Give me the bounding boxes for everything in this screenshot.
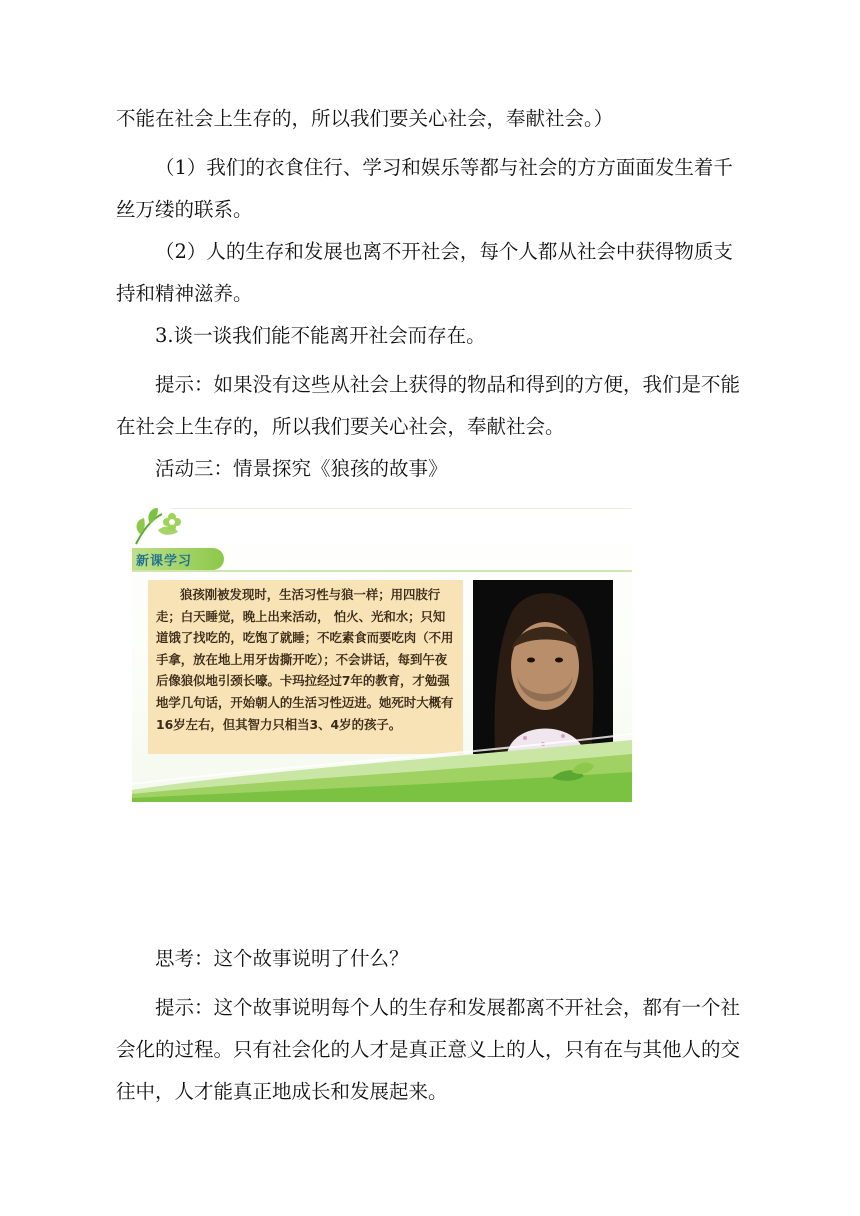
activity-three-heading: 活动三：情景探究《狼孩的故事》	[155, 457, 448, 480]
thinking-question: 思考：这个故事说明了什么？	[155, 947, 409, 970]
section-banner	[132, 548, 224, 570]
final-hint-paragraph: 提示：这个故事说明每个人的生存和发展都离不开社会，都有一个社会化的过程。只有社会化的人才是真正意义上的人，只有在与其他人的交往中，人才能真正地成长和发展起来。	[116, 996, 741, 1103]
slide-image	[132, 504, 632, 802]
flower-icon	[162, 512, 182, 532]
paragraph-continued: 不能在社会上生存的，所以我们要关心社会，奉献社会。）	[116, 107, 614, 130]
question-3: 3.谈一谈我们能不能离开社会而存在。	[155, 324, 486, 347]
slide-top-rule	[172, 508, 632, 509]
story-text: 狼孩刚被发现时，生活习性与狼一样；用四肢行走；白天睡觉，晚上出来活动， 怕火、光和水；只知道饿了找吃的，吃饱了就睡；不吃素食而要吃肉（不用手拿，放在地上用牙齿撕开吃）；不会讲话，每到午夜后像狼似地引颈长嚎。卡玛拉经过7年的教育，才勉强地学几句话，开始朝人的生活习性迈进。她死时大概有16岁左右，但其智力只相当3、4岁的孩子。	[156, 587, 454, 732]
decorative-wave	[132, 732, 632, 802]
story-text-box	[148, 580, 463, 754]
paragraph-point-1: （1）我们的衣食住行、学习和娱乐等都与社会的方方面面发生着千丝万缕的联系。	[116, 156, 733, 221]
paragraph-point-2: （2）人的生存和发展也离不开社会，每个人都从社会中获得物质支持和精神滋养。	[116, 240, 733, 305]
wolf-child-photo	[473, 580, 613, 754]
hint-paragraph: 提示：如果没有这些从社会上获得的物品和得到的方便，我们是不能在社会上生存的，所以我们要关心社会，奉献社会。	[116, 373, 741, 438]
banner-label: 新课学习	[136, 554, 193, 569]
banner-divider	[132, 570, 632, 572]
